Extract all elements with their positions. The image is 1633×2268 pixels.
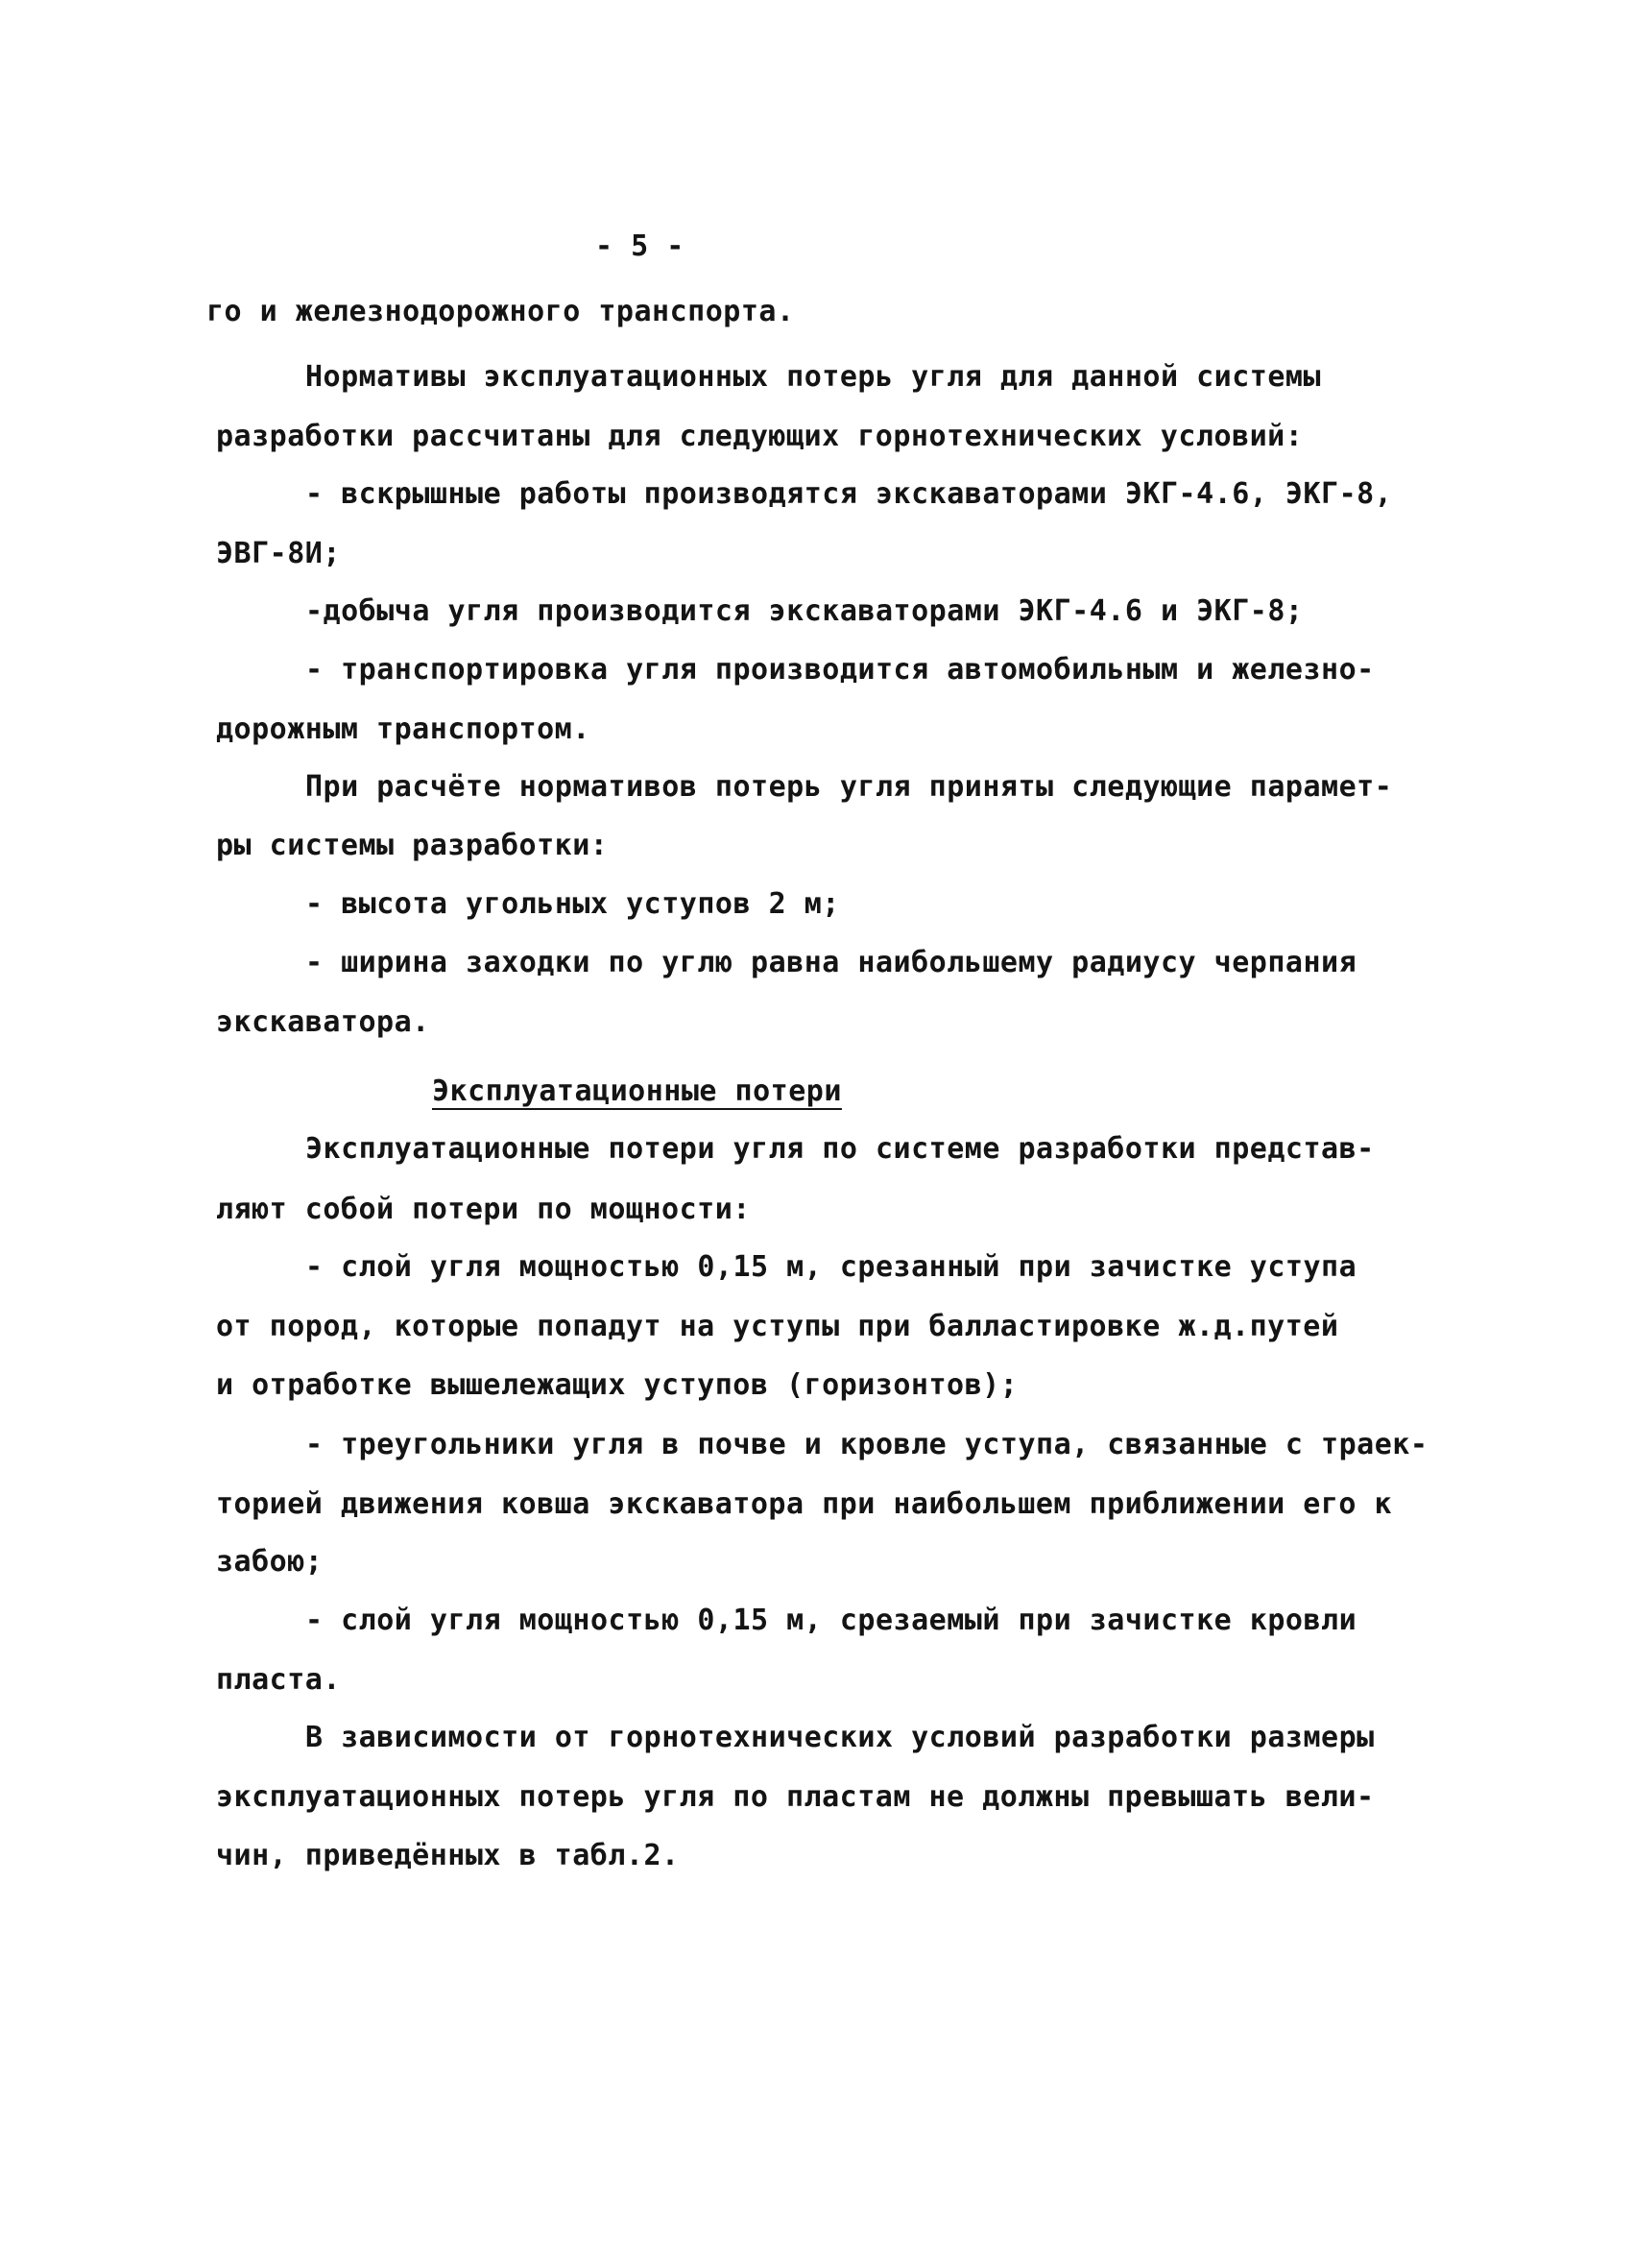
text-line: -добыча угля производится экскаваторами ЭКГ-4.6 и ЭКГ-8;	[305, 594, 1304, 628]
text-line: пласта.	[216, 1663, 341, 1697]
text-line: дорожным транспортом.	[216, 712, 590, 746]
text-line: - транспортировка угля производится автомобильным и железно-	[305, 653, 1375, 687]
text-line: Нормативы эксплуатационных потерь угля для данной системы	[305, 360, 1322, 394]
text-line: При расчёте нормативов потерь угля приняты следующие парамет-	[305, 770, 1393, 804]
text-line: - слой угля мощностью 0,15 м, срезаемый при зачистке кровли	[305, 1604, 1357, 1637]
section-heading: Эксплуатационные потери	[432, 1074, 842, 1108]
text-line: экскаватора.	[216, 1005, 430, 1039]
text-line: торией движения ковша экскаватора при наибольшем приближении его к	[216, 1487, 1393, 1521]
text-line: - треугольники угля в почве и кровле уступа, связанные с траек-	[305, 1428, 1429, 1461]
text-line: ляют собой потери по мощности:	[216, 1193, 751, 1226]
text-line: го и железнодорожного транспорта.	[206, 295, 795, 328]
text-line: и отработке вышележащих уступов (горизонтов);	[216, 1368, 1019, 1402]
text-line: - высота угольных уступов 2 м;	[305, 887, 840, 921]
text-line: эксплуатационных потерь угля по пластам не должны превышать вели-	[216, 1780, 1375, 1814]
text-line: - слой угля мощностью 0,15 м, срезанный при зачистке уступа	[305, 1250, 1357, 1284]
text-line: ЭВГ-8И;	[216, 537, 341, 570]
text-line: чин, приведённых в табл.2.	[216, 1839, 680, 1872]
text-line: В зависимости от горнотехнических условий разработки размеры	[305, 1721, 1375, 1754]
text-line: Эксплуатационные потери угля по системе разработки представ-	[305, 1132, 1375, 1166]
text-line: разработки рассчитаны для следующих горнотехнических условий:	[216, 420, 1304, 453]
text-line: - ширина заходки по углю равна наибольшему радиусу черпания	[305, 946, 1357, 979]
text-line: от пород, которые попадут на уступы при балластировке ж.д.путей	[216, 1310, 1339, 1343]
text-line: - вскрышные работы производятся экскаваторами ЭКГ-4.6, ЭКГ-8,	[305, 477, 1393, 511]
text-line: забою;	[216, 1545, 324, 1579]
text-line: ры системы разработки:	[216, 829, 609, 862]
page-number: - 5 -	[595, 229, 684, 263]
